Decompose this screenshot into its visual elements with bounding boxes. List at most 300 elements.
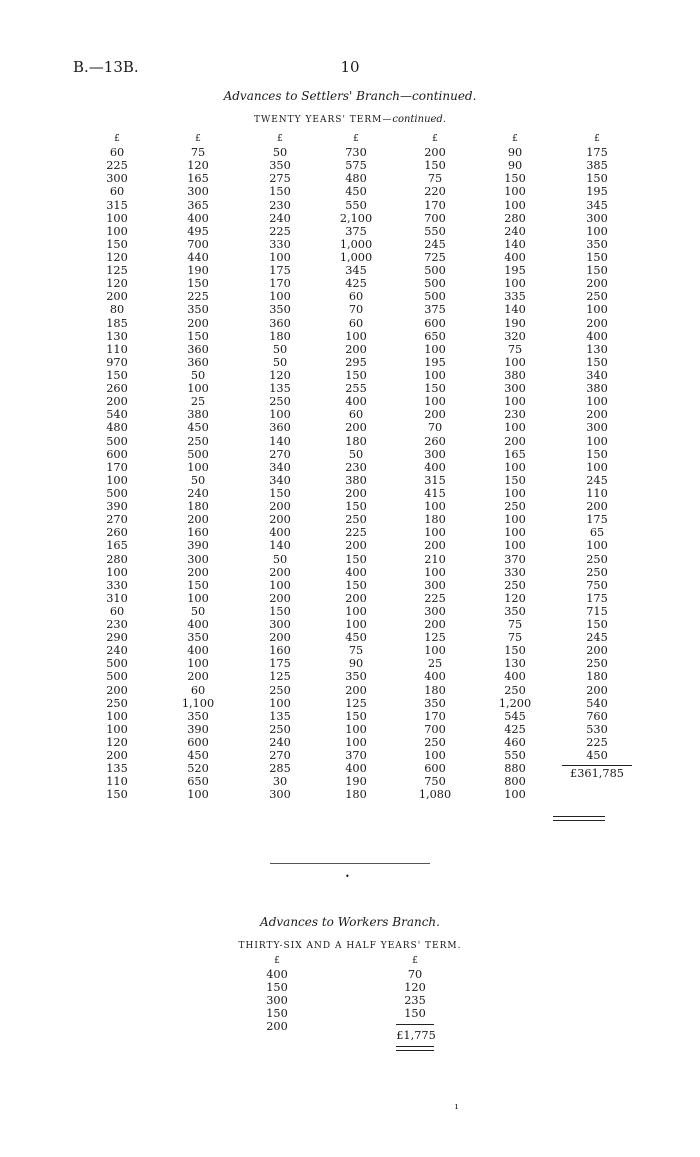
amount-cell: 120 (504, 591, 526, 605)
amount-cell: 200 (106, 683, 128, 697)
amount-cell: 100 (504, 185, 526, 199)
amount-cell: 70 (427, 421, 443, 435)
amount-cell: 165 (504, 447, 526, 461)
amount-cell: 60 (348, 316, 364, 330)
amount-cell: 200 (586, 500, 608, 514)
currency-header: £ (432, 134, 438, 144)
amount-cell: 200 (106, 749, 128, 763)
amount-cell: 460 (504, 736, 526, 750)
amount-cell: 100 (345, 736, 367, 750)
amount-cell: 250 (106, 696, 128, 710)
amount-cell: 290 (106, 631, 128, 645)
amount-cell: 100 (345, 722, 367, 736)
amount-cell: 330 (106, 578, 128, 592)
amount-cell: 1,000 (339, 250, 373, 264)
amount-cell: 60 (348, 290, 364, 304)
amount-cell: 350 (269, 159, 291, 173)
amount-cell: 450 (187, 749, 209, 763)
amount-cell: 175 (586, 513, 608, 527)
amount-cell: 150 (106, 368, 128, 382)
amount-cell: 970 (106, 355, 128, 369)
amount-cell: 100 (106, 565, 128, 579)
page-number: 10 (340, 58, 360, 76)
amount-cell: 100 (586, 434, 608, 448)
amount-cell: 260 (424, 434, 446, 448)
amount-cell: 100 (504, 486, 526, 500)
amount-cell: 350 (504, 604, 526, 618)
amount-cell: 200 (424, 618, 446, 632)
amount-cell: 65 (589, 526, 605, 540)
amount-cell: 90 (348, 657, 364, 671)
amount-cell: 390 (106, 500, 128, 514)
amount-cell: 170 (106, 460, 128, 474)
amount-cell: 230 (345, 460, 367, 474)
amount-cell: 730 (345, 146, 367, 160)
amount-cell: 100 (106, 722, 128, 736)
amount-cell: 150 (266, 981, 288, 994)
amount-cell: 250 (504, 578, 526, 592)
amount-cell: 135 (269, 709, 291, 723)
amount-cell: 550 (424, 224, 446, 238)
amount-cell: 130 (586, 342, 608, 356)
amount-cell: 520 (187, 762, 209, 776)
amount-cell: 450 (586, 749, 608, 763)
amount-cell: 500 (106, 486, 128, 500)
amount-cell: 495 (187, 224, 209, 238)
settlers-column-6 (485, 133, 545, 802)
amount-cell: 880 (504, 762, 526, 776)
amount-cell: 700 (424, 722, 446, 736)
amount-cell: 100 (269, 408, 291, 422)
amount-cell: 300 (424, 447, 446, 461)
amount-cell: 300 (266, 994, 288, 1007)
amount-cell: 300 (586, 421, 608, 435)
amount-cell: 400 (424, 460, 446, 474)
amount-cell: 150 (187, 277, 209, 291)
amount-cell: 200 (106, 395, 128, 409)
amount-cell: 100 (424, 395, 446, 409)
currency-header: £ (512, 134, 518, 144)
amount-cell: 100 (424, 368, 446, 382)
amount-cell: 700 (187, 237, 209, 251)
amount-cell: 200 (345, 591, 367, 605)
amount-cell: 385 (586, 159, 608, 173)
amount-cell: 400 (187, 211, 209, 225)
amount-cell: 180 (424, 513, 446, 527)
amount-cell: 150 (106, 788, 128, 802)
amount-cell: 140 (269, 434, 291, 448)
amount-cell: 235 (404, 994, 426, 1007)
currency-header: £ (353, 134, 359, 144)
amount-cell: 240 (106, 644, 128, 658)
amount-cell: 225 (269, 224, 291, 238)
amount-cell: 100 (424, 644, 446, 658)
settlers-column-3 (250, 133, 310, 802)
amount-cell: 100 (269, 578, 291, 592)
amount-cell: 230 (504, 408, 526, 422)
amount-cell: 100 (424, 500, 446, 514)
amount-cell: 170 (424, 709, 446, 723)
amount-cell: 400 (269, 526, 291, 540)
amount-cell: 100 (345, 618, 367, 632)
amount-cell: 200 (345, 539, 367, 553)
amount-cell: 285 (269, 762, 291, 776)
amount-cell: 440 (187, 250, 209, 264)
amount-cell: 400 (424, 670, 446, 684)
amount-cell: 800 (504, 775, 526, 789)
amount-cell: 240 (269, 211, 291, 225)
amount-cell: 165 (187, 172, 209, 186)
amount-cell: 245 (586, 473, 608, 487)
amount-cell: 350 (187, 631, 209, 645)
amount-cell: 315 (424, 473, 446, 487)
amount-cell: 500 (106, 657, 128, 671)
amount-cell: 200 (187, 513, 209, 527)
amount-cell: 50 (348, 447, 364, 461)
amount-cell: 120 (269, 368, 291, 382)
subtitle-italic: continued. (392, 114, 447, 125)
amount-cell: 100 (504, 355, 526, 369)
amount-cell: 120 (106, 736, 128, 750)
amount-cell: 200 (269, 513, 291, 527)
amount-cell: 150 (269, 486, 291, 500)
amount-cell: 415 (424, 486, 446, 500)
amount-cell: 1,200 (498, 696, 532, 710)
amount-cell: 150 (586, 250, 608, 264)
amount-cell: 60 (109, 604, 125, 618)
amount-cell: 120 (404, 981, 426, 994)
amount-cell: 180 (187, 500, 209, 514)
amount-cell: 70 (348, 303, 364, 317)
amount-cell: 480 (345, 172, 367, 186)
amount-cell: 100 (504, 526, 526, 540)
section-subtitle-workers: THIRTY-SIX AND A HALF YEARS' TERM. (238, 941, 462, 951)
amount-cell: 100 (269, 290, 291, 304)
amount-cell: 160 (269, 644, 291, 658)
amount-cell: 400 (187, 644, 209, 658)
workers-column-1 (247, 955, 307, 1033)
amount-cell: 100 (345, 604, 367, 618)
amount-cell: 125 (345, 696, 367, 710)
amount-cell: 150 (345, 368, 367, 382)
amount-cell: 50 (190, 604, 206, 618)
amount-cell: 400 (504, 670, 526, 684)
amount-cell: 200 (345, 421, 367, 435)
amount-cell: 175 (586, 146, 608, 160)
amount-cell: 1,000 (339, 237, 373, 251)
amount-cell: 350 (269, 303, 291, 317)
amount-cell: 200 (586, 644, 608, 658)
settlers-column-1 (87, 133, 147, 802)
amount-cell: 150 (586, 264, 608, 278)
amount-cell: 70 (407, 968, 423, 981)
amount-cell: 200 (187, 316, 209, 330)
amount-cell: 100 (586, 460, 608, 474)
amount-cell: 100 (106, 473, 128, 487)
amount-cell: 250 (586, 290, 608, 304)
amount-cell: 375 (424, 303, 446, 317)
amount-cell: 150 (106, 237, 128, 251)
amount-cell: 180 (424, 683, 446, 697)
currency-header: £ (594, 134, 600, 144)
amount-cell: 175 (269, 264, 291, 278)
amount-cell: 175 (269, 657, 291, 671)
amount-cell: 310 (106, 591, 128, 605)
amount-cell: 110 (106, 775, 128, 789)
amount-cell: 340 (269, 460, 291, 474)
amount-cell: 230 (106, 618, 128, 632)
amount-cell: 190 (345, 775, 367, 789)
amount-cell: 100 (424, 749, 446, 763)
amount-cell: 250 (586, 565, 608, 579)
amount-cell: 140 (504, 237, 526, 251)
amount-cell: 100 (269, 696, 291, 710)
amount-cell: 400 (187, 618, 209, 632)
amount-cell: 300 (424, 578, 446, 592)
amount-cell: 50 (272, 552, 288, 566)
amount-cell: 25 (190, 395, 206, 409)
amount-cell: 650 (187, 775, 209, 789)
amount-cell: 270 (269, 749, 291, 763)
amount-cell: 400 (345, 565, 367, 579)
divider-mark: • (345, 872, 350, 881)
amount-cell: 400 (504, 250, 526, 264)
amount-cell: 380 (345, 473, 367, 487)
amount-cell: 540 (586, 696, 608, 710)
amount-cell: 150 (266, 1007, 288, 1020)
amount-cell: 120 (187, 159, 209, 173)
amount-cell: 200 (424, 408, 446, 422)
amount-cell: 150 (586, 355, 608, 369)
amount-cell: 185 (106, 316, 128, 330)
amount-cell: 200 (266, 1020, 288, 1033)
amount-cell: 350 (187, 303, 209, 317)
amount-cell: 500 (106, 434, 128, 448)
amount-cell: 100 (504, 395, 526, 409)
section-title-settlers: Advances to Settlers' Branch—continued. (223, 89, 477, 103)
amount-cell: 600 (424, 762, 446, 776)
amount-cell: 450 (187, 421, 209, 435)
amount-cell: 1,100 (181, 696, 215, 710)
amount-cell: 200 (586, 277, 608, 291)
amount-cell: 75 (427, 172, 443, 186)
amount-cell: 150 (504, 644, 526, 658)
amount-cell: 100 (106, 211, 128, 225)
amount-cell: 175 (586, 591, 608, 605)
amount-cell: 150 (187, 578, 209, 592)
settlers-total: £361,785 (562, 765, 632, 780)
amount-cell: 250 (345, 513, 367, 527)
amount-cell: 220 (424, 185, 446, 199)
amount-cell: 200 (187, 670, 209, 684)
amount-cell: 370 (504, 552, 526, 566)
page-reference: B.—13B. (73, 58, 139, 76)
amount-cell: 150 (269, 185, 291, 199)
amount-cell: 110 (586, 486, 608, 500)
amount-cell: 240 (269, 736, 291, 750)
amount-cell: 300 (269, 788, 291, 802)
amount-cell: 195 (424, 355, 446, 369)
currency-header: £ (412, 956, 418, 966)
amount-cell: 100 (586, 224, 608, 238)
amount-cell: 550 (504, 749, 526, 763)
amount-cell: 100 (187, 382, 209, 396)
amount-cell: 345 (586, 198, 608, 212)
amount-cell: 250 (269, 722, 291, 736)
currency-header: £ (195, 134, 201, 144)
total-double-rule (396, 1046, 434, 1051)
amount-cell: 150 (187, 329, 209, 343)
amount-cell: 150 (345, 709, 367, 723)
amount-cell: 300 (504, 382, 526, 396)
settlers-column-7 (562, 133, 632, 780)
amount-cell: 750 (424, 775, 446, 789)
amount-cell: 60 (190, 683, 206, 697)
amount-cell: 150 (345, 578, 367, 592)
workers-total: £1,775 (396, 1029, 436, 1042)
amount-cell: 250 (424, 736, 446, 750)
amount-cell: 500 (187, 447, 209, 461)
amount-cell: 200 (586, 316, 608, 330)
total-rule (396, 1024, 434, 1025)
amount-cell: 100 (586, 303, 608, 317)
amount-cell: 450 (345, 631, 367, 645)
amount-cell: 75 (507, 618, 523, 632)
amount-cell: 140 (504, 303, 526, 317)
amount-cell: 225 (424, 591, 446, 605)
amount-cell: 390 (187, 539, 209, 553)
amount-cell: 170 (269, 277, 291, 291)
amount-cell: 200 (424, 146, 446, 160)
amount-cell: 30 (272, 775, 288, 789)
amount-cell: 330 (504, 565, 526, 579)
amount-cell: 100 (504, 198, 526, 212)
amount-cell: 100 (106, 709, 128, 723)
amount-cell: 350 (586, 237, 608, 251)
amount-cell: 380 (586, 382, 608, 396)
amount-cell: 250 (187, 434, 209, 448)
amount-cell: 100 (345, 329, 367, 343)
amount-cell: 200 (269, 500, 291, 514)
amount-cell: 360 (187, 355, 209, 369)
amount-cell: 575 (345, 159, 367, 173)
amount-cell: 300 (424, 604, 446, 618)
amount-cell: 375 (345, 224, 367, 238)
settlers-column-2 (168, 133, 228, 802)
amount-cell: 100 (586, 539, 608, 553)
currency-header: £ (114, 134, 120, 144)
amount-cell: 100 (187, 657, 209, 671)
amount-cell: 300 (586, 211, 608, 225)
amount-cell: 150 (345, 500, 367, 514)
amount-cell: 330 (269, 237, 291, 251)
amount-cell: 400 (586, 329, 608, 343)
workers-column-2 (385, 955, 445, 1020)
amount-cell: 315 (106, 198, 128, 212)
amount-cell: 260 (106, 382, 128, 396)
amount-cell: 200 (424, 539, 446, 553)
amount-cell: 195 (504, 264, 526, 278)
amount-cell: 60 (348, 408, 364, 422)
amount-cell: 50 (190, 368, 206, 382)
amount-cell: 200 (504, 434, 526, 448)
amount-cell: 250 (586, 657, 608, 671)
amount-cell: 200 (345, 683, 367, 697)
amount-cell: 400 (266, 968, 288, 981)
amount-cell: 90 (507, 146, 523, 160)
amount-cell: 390 (187, 722, 209, 736)
amount-cell: 170 (424, 198, 446, 212)
amount-cell: 200 (269, 631, 291, 645)
amount-cell: 200 (586, 408, 608, 422)
amount-cell: 340 (269, 473, 291, 487)
amount-cell: 380 (187, 408, 209, 422)
amount-cell: 100 (586, 395, 608, 409)
amount-cell: 50 (272, 342, 288, 356)
amount-cell: 210 (424, 552, 446, 566)
amount-cell: 550 (345, 198, 367, 212)
amount-cell: 600 (106, 447, 128, 461)
amount-cell: 150 (504, 172, 526, 186)
amount-cell: 200 (106, 290, 128, 304)
amount-cell: 120 (106, 250, 128, 264)
amount-cell: 600 (424, 316, 446, 330)
amount-cell: 180 (586, 670, 608, 684)
amount-cell: 200 (586, 683, 608, 697)
amount-cell: 230 (269, 198, 291, 212)
settlers-total-double-rule (553, 816, 605, 821)
amount-cell: 100 (424, 342, 446, 356)
amount-cell: 500 (424, 290, 446, 304)
amount-cell: 240 (187, 486, 209, 500)
amount-cell: 760 (586, 709, 608, 723)
amount-cell: 100 (424, 565, 446, 579)
amount-cell: 280 (106, 552, 128, 566)
amount-cell: 400 (345, 395, 367, 409)
amount-cell: 150 (586, 447, 608, 461)
amount-cell: 110 (106, 342, 128, 356)
amount-cell: 200 (345, 342, 367, 356)
amount-cell: 250 (504, 500, 526, 514)
amount-cell: 100 (187, 460, 209, 474)
amount-cell: 180 (269, 329, 291, 343)
amount-cell: 545 (504, 709, 526, 723)
amount-cell: 225 (106, 159, 128, 173)
amount-cell: 190 (504, 316, 526, 330)
amount-cell: 450 (345, 185, 367, 199)
amount-cell: 250 (504, 683, 526, 697)
amount-cell: 135 (269, 382, 291, 396)
amount-cell: 180 (345, 788, 367, 802)
amount-cell: 75 (507, 631, 523, 645)
amount-cell: 365 (187, 198, 209, 212)
amount-cell: 1,080 (418, 788, 452, 802)
amount-cell: 345 (345, 264, 367, 278)
amount-cell: 75 (507, 342, 523, 356)
amount-cell: 225 (187, 290, 209, 304)
amount-cell: 150 (424, 159, 446, 173)
amount-cell: 75 (190, 146, 206, 160)
amount-cell: 300 (187, 552, 209, 566)
amount-cell: 600 (187, 736, 209, 750)
section-divider (270, 863, 430, 864)
amount-cell: 195 (586, 185, 608, 199)
amount-cell: 200 (269, 565, 291, 579)
amount-cell: 150 (586, 618, 608, 632)
amount-cell: 245 (586, 631, 608, 645)
amount-cell: 50 (272, 355, 288, 369)
amount-cell: 150 (404, 1007, 426, 1020)
